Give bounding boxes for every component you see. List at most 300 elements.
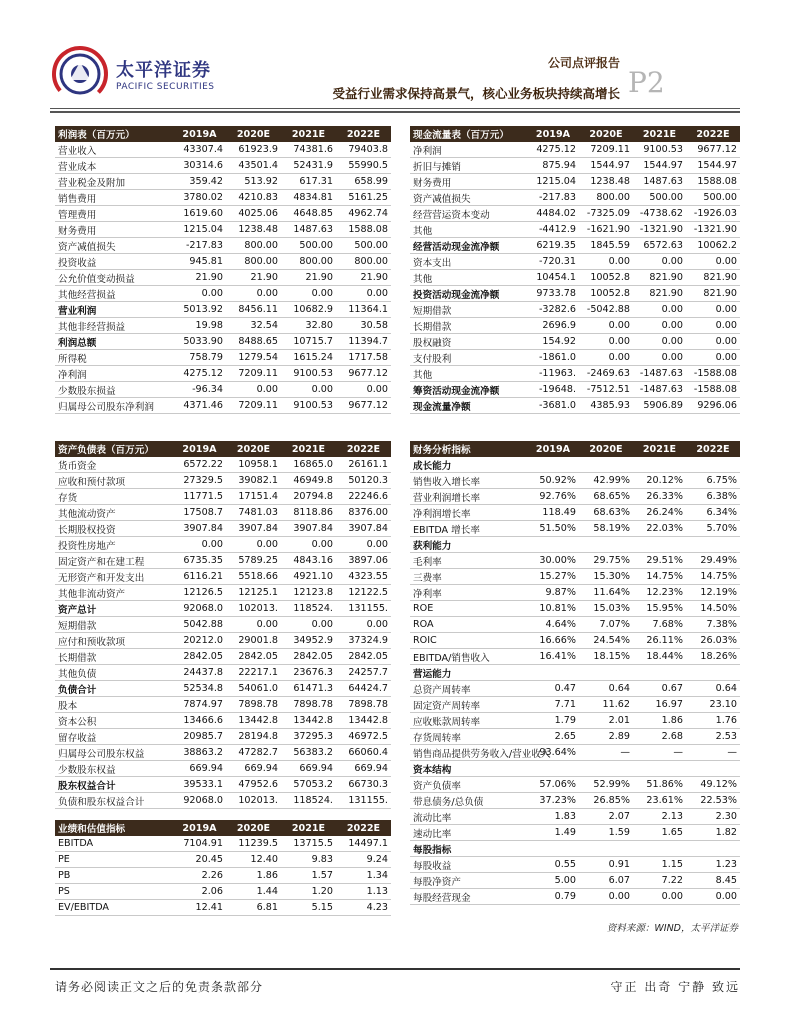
table-cell: 42.99% bbox=[579, 473, 633, 489]
table-cell: -1588.08 bbox=[686, 382, 740, 398]
column-header: 2020E bbox=[226, 820, 281, 836]
table-cell: 26161.1 bbox=[336, 457, 391, 473]
table-cell: 13466.6 bbox=[173, 713, 226, 729]
table-cell: 0.00 bbox=[579, 334, 633, 350]
table-header-row bbox=[55, 820, 391, 836]
table-cell: 20794.8 bbox=[281, 489, 336, 505]
table-cell: 38863.2 bbox=[173, 745, 226, 761]
table-cell: 13442.8 bbox=[281, 713, 336, 729]
table-header-row bbox=[410, 126, 740, 142]
row-label: PS bbox=[55, 884, 173, 900]
table-cell: 1588.08 bbox=[686, 174, 740, 190]
table-cell: 57.06% bbox=[527, 777, 579, 793]
table-row bbox=[410, 745, 740, 761]
table-cell: 821.90 bbox=[686, 270, 740, 286]
table-row bbox=[410, 334, 740, 350]
row-label: 带息债务/总负债 bbox=[410, 793, 527, 809]
cash-flow-table bbox=[410, 126, 740, 414]
table-cell: 15.30% bbox=[579, 569, 633, 585]
table-cell: 55990.5 bbox=[336, 158, 391, 174]
table-cell: 0.00 bbox=[686, 302, 740, 318]
row-label: 长期借款 bbox=[55, 649, 173, 665]
table-cell: -19648. bbox=[527, 382, 579, 398]
table-title: 资产负债表（百万元） bbox=[55, 441, 173, 457]
table-cell: 21.90 bbox=[336, 270, 391, 286]
table-cell: 47952.6 bbox=[226, 777, 281, 793]
column-header: 2020E bbox=[579, 126, 633, 142]
table-cell bbox=[527, 457, 579, 473]
table-cell: 10052.8 bbox=[579, 286, 633, 302]
table-cell: 56383.2 bbox=[281, 745, 336, 761]
table-cell: -217.83 bbox=[527, 190, 579, 206]
table-cell: 16865.0 bbox=[281, 457, 336, 473]
table-cell: 12.23% bbox=[633, 585, 686, 601]
table-cell: 102013. bbox=[226, 793, 281, 809]
table-cell: 50120.3 bbox=[336, 473, 391, 489]
table-cell bbox=[633, 537, 686, 553]
table-cell: 821.90 bbox=[633, 270, 686, 286]
table-cell: 9100.53 bbox=[281, 366, 336, 382]
table-cell: 30.00% bbox=[527, 553, 579, 569]
table-cell: 49.12% bbox=[686, 777, 740, 793]
row-label: 销售费用 bbox=[55, 190, 173, 206]
table-title: 利润表（百万元） bbox=[55, 126, 173, 142]
row-label: 无形资产和开发支出 bbox=[55, 569, 173, 585]
table-cell: 26.85% bbox=[579, 793, 633, 809]
table-cell: 0.00 bbox=[281, 286, 336, 302]
column-header: 2021E bbox=[633, 126, 686, 142]
table-cell: 26.33% bbox=[633, 489, 686, 505]
table-cell bbox=[579, 537, 633, 553]
table-cell: 22246.6 bbox=[336, 489, 391, 505]
table-cell: 945.81 bbox=[173, 254, 226, 270]
table-cell: 0.00 bbox=[336, 617, 391, 633]
table-cell: 1.86 bbox=[226, 868, 281, 884]
row-label: 管理费用 bbox=[55, 206, 173, 222]
table-cell: 3907.84 bbox=[173, 521, 226, 537]
column-header: 2022E bbox=[336, 820, 391, 836]
row-label: 投资性房地产 bbox=[55, 537, 173, 553]
table-cell: 4323.55 bbox=[336, 569, 391, 585]
table-row bbox=[55, 761, 391, 777]
table-row bbox=[410, 190, 740, 206]
table-cell: 92068.0 bbox=[173, 793, 226, 809]
table-cell: 5.70% bbox=[686, 521, 740, 537]
row-label: 货币资金 bbox=[55, 457, 173, 473]
table-cell: 66730.3 bbox=[336, 777, 391, 793]
column-header: 2022E bbox=[336, 126, 391, 142]
table-cell: 46949.8 bbox=[281, 473, 336, 489]
row-label: 其他流动资产 bbox=[55, 505, 173, 521]
table-cell: 7104.91 bbox=[173, 836, 226, 852]
row-label: 少数股东损益 bbox=[55, 382, 173, 398]
table-cell: 10682.9 bbox=[281, 302, 336, 318]
table-cell: 2842.05 bbox=[173, 649, 226, 665]
table-row bbox=[55, 382, 391, 398]
table-cell: 14.75% bbox=[633, 569, 686, 585]
table-cell bbox=[579, 665, 633, 681]
table-cell: 20.45 bbox=[173, 852, 226, 868]
table-cell: 0.00 bbox=[336, 382, 391, 398]
table-cell: 0.64 bbox=[579, 681, 633, 697]
table-cell bbox=[527, 761, 579, 777]
row-label: 归属母公司股东净利润 bbox=[55, 398, 173, 414]
table-cell: 7.22 bbox=[633, 873, 686, 889]
table-cell: 51.86% bbox=[633, 777, 686, 793]
table-row bbox=[55, 302, 391, 318]
table-row bbox=[410, 857, 740, 873]
table-row bbox=[55, 286, 391, 302]
table-cell: 669.94 bbox=[281, 761, 336, 777]
row-label: 短期借款 bbox=[410, 302, 527, 318]
column-header: 2019A bbox=[527, 126, 579, 142]
table-cell bbox=[686, 761, 740, 777]
table-cell: 9100.53 bbox=[633, 142, 686, 158]
table-cell: 500.00 bbox=[336, 238, 391, 254]
table-cell bbox=[686, 457, 740, 473]
column-header: 2019A bbox=[173, 441, 226, 457]
table-cell: 92068.0 bbox=[173, 601, 226, 617]
table-cell: 1717.58 bbox=[336, 350, 391, 366]
table-row bbox=[410, 793, 740, 809]
table-cell: 15.95% bbox=[633, 601, 686, 617]
row-label: 毛利率 bbox=[410, 553, 527, 569]
table-cell: 0.00 bbox=[686, 318, 740, 334]
table-cell: 13442.8 bbox=[336, 713, 391, 729]
row-label: 长期借款 bbox=[410, 318, 527, 334]
row-label: EBITDA/销售收入 bbox=[410, 649, 527, 665]
table-cell: 8.45 bbox=[686, 873, 740, 889]
table-cell: 6.81 bbox=[226, 900, 281, 916]
row-label: 资产减值损失 bbox=[410, 190, 527, 206]
table-cell: 669.94 bbox=[173, 761, 226, 777]
table-cell: 7481.03 bbox=[226, 505, 281, 521]
logo-english-name: PACIFIC SECURITIES bbox=[116, 82, 215, 92]
table-row bbox=[55, 489, 391, 505]
table-cell: 8456.11 bbox=[226, 302, 281, 318]
row-label: 应收账款周转率 bbox=[410, 713, 527, 729]
table-row bbox=[55, 158, 391, 174]
table-cell: 24437.8 bbox=[173, 665, 226, 681]
table-cell: 12126.5 bbox=[173, 585, 226, 601]
table-row bbox=[410, 457, 740, 473]
row-label: 负债和股东权益合计 bbox=[55, 793, 173, 809]
table-row bbox=[410, 158, 740, 174]
table-row bbox=[410, 809, 740, 825]
row-label: 支付股利 bbox=[410, 350, 527, 366]
row-label: 每股经营现金 bbox=[410, 889, 527, 905]
row-label: 筹资活动现金流净额 bbox=[410, 382, 527, 398]
column-header: 2019A bbox=[173, 126, 226, 142]
row-label: 净利润 bbox=[55, 366, 173, 382]
table-cell: 1487.63 bbox=[281, 222, 336, 238]
table-cell: 4.64% bbox=[527, 617, 579, 633]
table-cell: 5.00 bbox=[527, 873, 579, 889]
table-cell: 0.00 bbox=[633, 302, 686, 318]
table-cell: 1.57 bbox=[281, 868, 336, 884]
table-row bbox=[55, 884, 391, 900]
table-header-row bbox=[55, 441, 391, 457]
table-cell: 22217.1 bbox=[226, 665, 281, 681]
table-cell: -3282.6 bbox=[527, 302, 579, 318]
table-cell: 118524. bbox=[281, 793, 336, 809]
table-cell: -1321.90 bbox=[633, 222, 686, 238]
table-cell: 131155. bbox=[336, 793, 391, 809]
table-cell: 16.97 bbox=[633, 697, 686, 713]
table-cell: 9.87% bbox=[527, 585, 579, 601]
table-cell: 5161.25 bbox=[336, 190, 391, 206]
table-cell: 0.00 bbox=[281, 537, 336, 553]
table-cell: 9296.06 bbox=[686, 398, 740, 414]
report-type: 公司点评报告 bbox=[547, 56, 620, 70]
table-cell: 29.51% bbox=[633, 553, 686, 569]
row-label: 营业成本 bbox=[55, 158, 173, 174]
table-cell: 15.27% bbox=[527, 569, 579, 585]
table-cell: 0.00 bbox=[281, 617, 336, 633]
table-cell: 658.99 bbox=[336, 174, 391, 190]
table-cell: 0.00 bbox=[686, 334, 740, 350]
table-cell: 2.07 bbox=[579, 809, 633, 825]
table-cell: 1.15 bbox=[633, 857, 686, 873]
table-cell: 51.50% bbox=[527, 521, 579, 537]
table-cell: 1.65 bbox=[633, 825, 686, 841]
row-label: 应收和预付款项 bbox=[55, 473, 173, 489]
table-cell: 0.55 bbox=[527, 857, 579, 873]
row-label: 其他 bbox=[410, 366, 527, 382]
row-label: 每股收益 bbox=[410, 857, 527, 873]
table-row bbox=[410, 665, 740, 681]
column-header: 2022E bbox=[686, 441, 740, 457]
table-cell: 47282.7 bbox=[226, 745, 281, 761]
table-cell: 800.00 bbox=[281, 254, 336, 270]
table-cell: 1238.48 bbox=[226, 222, 281, 238]
table-cell: 1.83 bbox=[527, 809, 579, 825]
table-row bbox=[410, 270, 740, 286]
table-cell: 34952.9 bbox=[281, 633, 336, 649]
column-header: 2020E bbox=[226, 441, 281, 457]
table-cell: 19.98 bbox=[173, 318, 226, 334]
table-cell: 1544.97 bbox=[686, 158, 740, 174]
table-cell: -2469.63 bbox=[579, 366, 633, 382]
table-cell: 800.00 bbox=[226, 254, 281, 270]
table-cell: 0.00 bbox=[686, 254, 740, 270]
table-cell: 92.76% bbox=[527, 489, 579, 505]
table-cell: 3907.84 bbox=[226, 521, 281, 537]
table-cell: 5906.89 bbox=[633, 398, 686, 414]
row-label: 营运能力 bbox=[410, 665, 527, 681]
table-row bbox=[410, 841, 740, 857]
table-cell: 21.90 bbox=[281, 270, 336, 286]
footer-divider bbox=[50, 968, 740, 970]
disclaimer-note: 请务必阅读正文之后的免责条款部分 bbox=[55, 980, 264, 994]
table-cell: 3907.84 bbox=[336, 521, 391, 537]
table-cell: 9677.12 bbox=[686, 142, 740, 158]
table-cell: 14497.1 bbox=[336, 836, 391, 852]
table-cell: 4025.06 bbox=[226, 206, 281, 222]
table-cell: 6.38% bbox=[686, 489, 740, 505]
table-row bbox=[410, 601, 740, 617]
table-cell: 52431.9 bbox=[281, 158, 336, 174]
table-cell: 32.80 bbox=[281, 318, 336, 334]
table-cell: 4962.74 bbox=[336, 206, 391, 222]
table-cell: -1487.63 bbox=[633, 366, 686, 382]
row-label: 存货 bbox=[55, 489, 173, 505]
table-cell: 821.90 bbox=[686, 286, 740, 302]
table-cell: 800.00 bbox=[579, 190, 633, 206]
table-cell: 68.65% bbox=[579, 489, 633, 505]
table-cell: 74381.6 bbox=[281, 142, 336, 158]
header-divider-thick bbox=[50, 111, 740, 113]
table-cell: 4921.10 bbox=[281, 569, 336, 585]
column-header: 2021E bbox=[633, 441, 686, 457]
table-cell: 1544.97 bbox=[579, 158, 633, 174]
table-cell: 28194.8 bbox=[226, 729, 281, 745]
table-cell: — bbox=[633, 745, 686, 761]
column-header: 2022E bbox=[686, 126, 740, 142]
table-title: 业绩和估值指标 bbox=[55, 820, 173, 836]
table-cell: 20.12% bbox=[633, 473, 686, 489]
table-row bbox=[55, 270, 391, 286]
table-cell: 17151.4 bbox=[226, 489, 281, 505]
row-label: 股本 bbox=[55, 697, 173, 713]
table-cell: 0.00 bbox=[226, 286, 281, 302]
table-row bbox=[410, 649, 740, 665]
table-cell: 7209.11 bbox=[579, 142, 633, 158]
table-cell: 9.24 bbox=[336, 852, 391, 868]
table-row bbox=[55, 649, 391, 665]
table-cell: 5033.90 bbox=[173, 334, 226, 350]
table-row bbox=[410, 473, 740, 489]
row-label: 其他经营损益 bbox=[55, 286, 173, 302]
table-cell: 39533.1 bbox=[173, 777, 226, 793]
table-cell: -1487.63 bbox=[633, 382, 686, 398]
table-cell: 58.19% bbox=[579, 521, 633, 537]
row-label: 净利润 bbox=[410, 142, 527, 158]
table-row bbox=[410, 825, 740, 841]
table-row bbox=[410, 617, 740, 633]
table-cell: 154.92 bbox=[527, 334, 579, 350]
row-label: 其他非流动资产 bbox=[55, 585, 173, 601]
table-row bbox=[55, 585, 391, 601]
table-cell: 12.40 bbox=[226, 852, 281, 868]
row-label: 其他 bbox=[410, 222, 527, 238]
row-label: 公允价值变动损益 bbox=[55, 270, 173, 286]
table-cell: 23676.3 bbox=[281, 665, 336, 681]
row-label: 财务费用 bbox=[55, 222, 173, 238]
row-label: 利润总额 bbox=[55, 334, 173, 350]
table-cell: 20212.0 bbox=[173, 633, 226, 649]
table-cell: 1.79 bbox=[527, 713, 579, 729]
table-cell: 11.64% bbox=[579, 585, 633, 601]
table-cell: 23.10 bbox=[686, 697, 740, 713]
table-row bbox=[55, 505, 391, 521]
row-label: 固定资产周转率 bbox=[410, 697, 527, 713]
table-cell: 10454.1 bbox=[527, 270, 579, 286]
table-cell: 52.99% bbox=[579, 777, 633, 793]
table-cell: 1.20 bbox=[281, 884, 336, 900]
table-cell: 0.00 bbox=[579, 318, 633, 334]
row-label: ROA bbox=[410, 617, 527, 633]
row-label: 现金流量净额 bbox=[410, 398, 527, 414]
table-row bbox=[410, 633, 740, 649]
column-header: 2021E bbox=[281, 820, 336, 836]
table-cell: 2.30 bbox=[686, 809, 740, 825]
table-cell: 6572.22 bbox=[173, 457, 226, 473]
table-row bbox=[410, 286, 740, 302]
table-cell: 3907.84 bbox=[281, 521, 336, 537]
table-cell: 1238.48 bbox=[579, 174, 633, 190]
row-label: 营业收入 bbox=[55, 142, 173, 158]
table-cell: 800.00 bbox=[226, 238, 281, 254]
table-row bbox=[55, 777, 391, 793]
table-cell: 10052.8 bbox=[579, 270, 633, 286]
table-cell: 7898.78 bbox=[226, 697, 281, 713]
table-cell: 1215.04 bbox=[527, 174, 579, 190]
table-cell: 0.00 bbox=[173, 286, 226, 302]
row-label: 其他负债 bbox=[55, 665, 173, 681]
table-cell: 12123.8 bbox=[281, 585, 336, 601]
table-cell: 5789.25 bbox=[226, 553, 281, 569]
row-label: 每股指标 bbox=[410, 841, 527, 857]
table-row bbox=[55, 473, 391, 489]
row-label: 三费率 bbox=[410, 569, 527, 585]
table-cell: 800.00 bbox=[336, 254, 391, 270]
row-label: 长期股权投资 bbox=[55, 521, 173, 537]
table-cell: 2842.05 bbox=[281, 649, 336, 665]
row-label: 其他非经营损益 bbox=[55, 318, 173, 334]
table-row bbox=[55, 457, 391, 473]
row-label: 获利能力 bbox=[410, 537, 527, 553]
table-cell: 0.47 bbox=[527, 681, 579, 697]
table-cell: 4371.46 bbox=[173, 398, 226, 414]
table-cell: 5042.88 bbox=[173, 617, 226, 633]
table-cell: 0.91 bbox=[579, 857, 633, 873]
row-label: 少数股东权益 bbox=[55, 761, 173, 777]
table-row bbox=[55, 366, 391, 382]
table-cell: 22.03% bbox=[633, 521, 686, 537]
table-cell: 1588.08 bbox=[336, 222, 391, 238]
table-cell: 27329.5 bbox=[173, 473, 226, 489]
row-label: 净利润增长率 bbox=[410, 505, 527, 521]
row-label: 财务费用 bbox=[410, 174, 527, 190]
row-label: 资本公积 bbox=[55, 713, 173, 729]
table-cell: 61471.3 bbox=[281, 681, 336, 697]
table-row bbox=[410, 142, 740, 158]
table-row bbox=[55, 852, 391, 868]
row-label: 销售商品提供劳务收入/营业收入 bbox=[410, 745, 527, 761]
table-cell: 43307.4 bbox=[173, 142, 226, 158]
table-title: 财务分析指标 bbox=[410, 441, 527, 457]
table-cell: 0.00 bbox=[173, 537, 226, 553]
table-cell: 10715.7 bbox=[281, 334, 336, 350]
table-cell: 4275.12 bbox=[173, 366, 226, 382]
table-cell: 102013. bbox=[226, 601, 281, 617]
table-cell bbox=[579, 841, 633, 857]
table-cell: 617.31 bbox=[281, 174, 336, 190]
row-label: 折旧与摊销 bbox=[410, 158, 527, 174]
table-row bbox=[410, 761, 740, 777]
table-cell bbox=[579, 761, 633, 777]
table-cell: 1.76 bbox=[686, 713, 740, 729]
table-cell: 11364.1 bbox=[336, 302, 391, 318]
row-label: 股权融资 bbox=[410, 334, 527, 350]
table-row bbox=[55, 254, 391, 270]
table-cell: 1544.97 bbox=[633, 158, 686, 174]
table-cell: -1588.08 bbox=[686, 366, 740, 382]
row-label: 资本支出 bbox=[410, 254, 527, 270]
table-cell: 2.26 bbox=[173, 868, 226, 884]
table-row bbox=[55, 836, 391, 852]
